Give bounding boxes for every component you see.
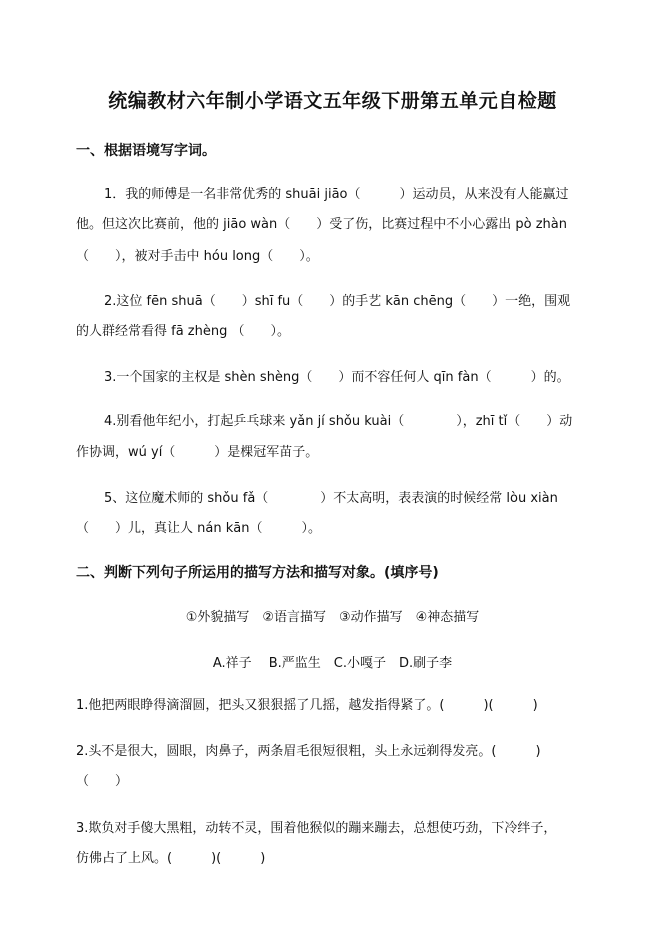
judge-question-2-line-1: 2.头不是很大，圆眼，肉鼻子，两条眉毛很短很粗，头上永远剃得发亮。( ) (76, 744, 541, 759)
question-2-line-1: 2.这位 fēn shuā（ ）shī fu（ ）的手艺 kān chēng（ ）一绝，围观 (104, 294, 571, 309)
section-2-heading: 二、判断下列句子所运用的描写方法和描写对象。(填序号) (76, 565, 439, 581)
method-options: ①外貌描写 ②语言描写 ③动作描写 ④神态描写 (185, 610, 480, 625)
section-1-heading: 一、根据语境写字词。 (76, 143, 216, 159)
question-4-line-1: 4.别看他年纪小，打起乒乓球来 yǎn jí shǒu kuài（ ），zhī tǐ（ ）动 (104, 414, 573, 429)
judge-question-3-line-1: 3.欺负对手傻大黑粗，动转不灵，围着他猴似的蹦来蹦去，总想使巧劲，下冷绊子， (76, 821, 557, 836)
question-4-line-2: 作协调，wú yí（ ）是棵冠军苗子。 (76, 445, 319, 460)
question-1-line-3: （ ），被对手击中 hóu long（ ）。 (76, 249, 319, 264)
target-options: A.祥子 B.严监生 C.小嘎子 D.刷子李 (212, 656, 453, 671)
question-2-line-2: 的人群经常看得 fā zhèng （ ）。 (76, 324, 290, 339)
question-5-line-1: 5、这位魔术师的 shǒu fǎ（ ）不太高明，表表演的时候经常 lòu xiàn (104, 491, 558, 506)
question-1-line-1: 1．我的师傅是一名非常优秀的 shuāi jiāo（ ）运动员，从来没有人能赢过 (104, 187, 569, 202)
judge-question-1-line-1: 1.他把两眼睁得滴溜圆，把头又狠狠摇了几摇，越发指得紧了。( )( ) (76, 698, 538, 713)
judge-question-2-line-2: （ ） (76, 774, 129, 789)
question-3-line-1: 3.一个国家的主权是 shèn shèng（ ）而不容任何人 qīn fàn（ ）的。 (104, 370, 570, 385)
question-1-line-2: 他。但这次比赛前，他的 jiāo wàn（ ）受了伤，比赛过程中不小心露出 pò zhàn (76, 217, 567, 232)
judge-question-3-line-2: 仿佛占了上风。( )( ) (76, 851, 266, 866)
page-title: 统编教材六年制小学语文五年级下册第五单元自检题 (108, 90, 557, 112)
question-5-line-2: （ ）儿，真让人 nán kān（ ）。 (76, 521, 321, 536)
